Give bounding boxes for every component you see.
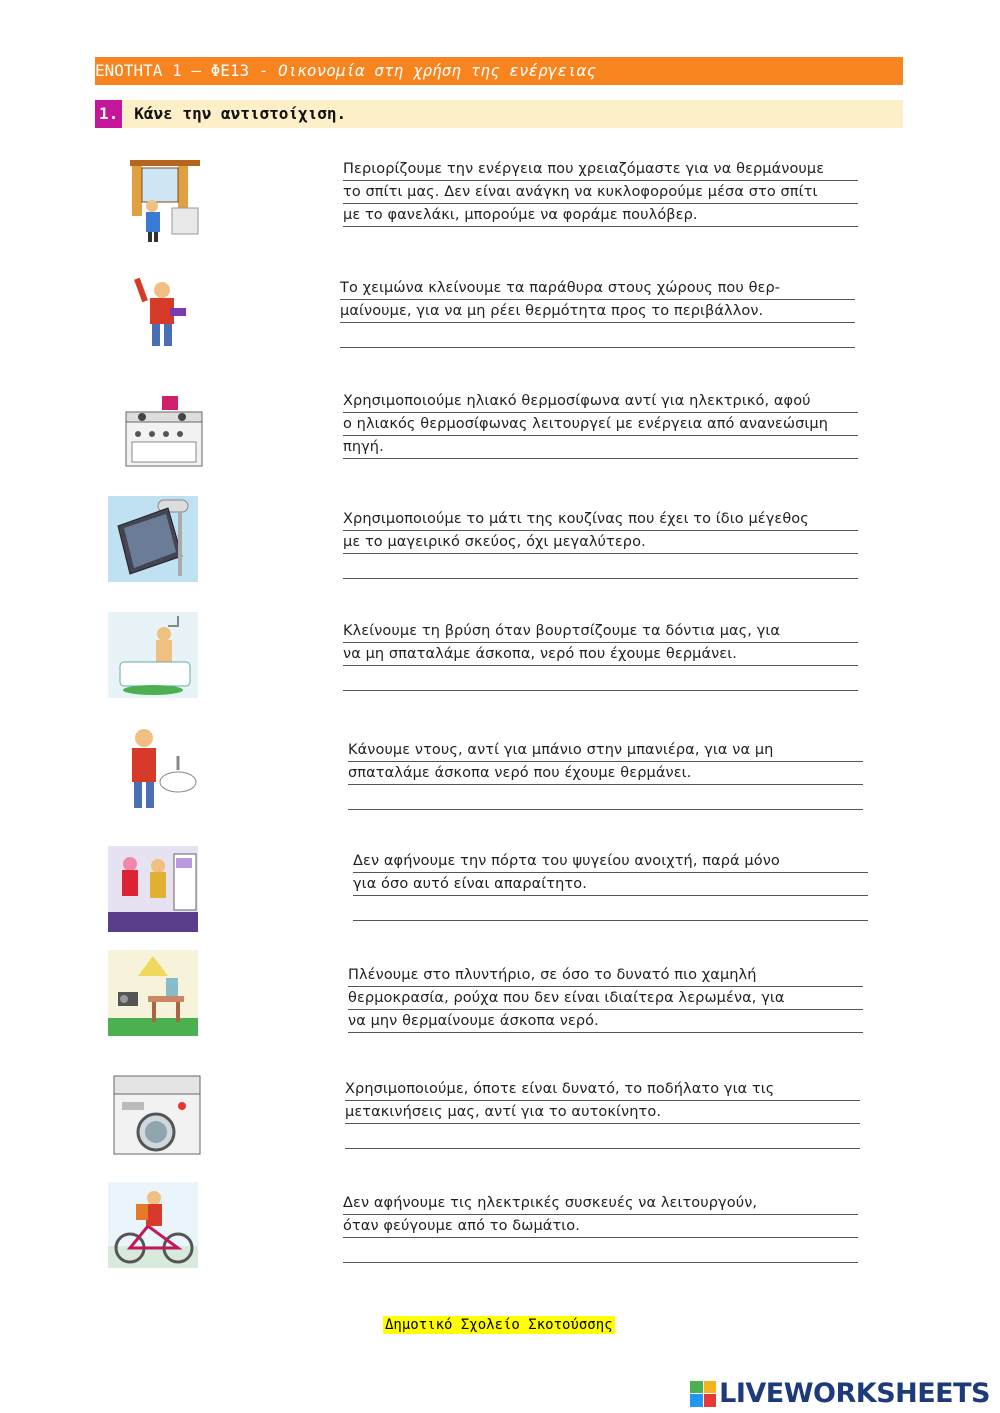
unit-header	[95, 57, 903, 85]
statement-6	[348, 739, 863, 810]
shower-icon	[108, 612, 198, 698]
statement-line: ο ηλιακός θερμοσίφωνας λειτουργεί με ενέργεια από ανανεώσιμη	[343, 413, 858, 436]
statement-10	[343, 1192, 858, 1263]
statement-9	[345, 1078, 860, 1149]
statement-line: όταν φεύγουμε από το δωμάτιο.	[343, 1215, 858, 1238]
answer-line	[343, 666, 858, 691]
answer-line	[353, 896, 868, 921]
statement-line: με το μαγειρικό σκεύος, όχι μεγαλύτερο.	[343, 531, 858, 554]
statement-line: πηγή.	[343, 436, 858, 459]
statement-line: Κάνουμε ντους, αντί για μπάνιο στην μπανιέρα, για να μη	[348, 739, 863, 762]
statement-line: μαίνουμε, για να μη ρέει θερμότητα προς το περιβάλλον.	[340, 300, 855, 323]
unit-title: Οικονομία στη χρήση της ενέργειας	[278, 61, 596, 80]
statement-line: Χρησιμοποιούμε, όποτε είναι δυνατό, το ποδήλατο για τις	[345, 1078, 860, 1101]
window-heating-icon	[120, 158, 210, 244]
task-number: 1.	[95, 100, 122, 128]
statement-line: Δεν αφήνουμε τις ηλεκτρικές συσκευές να λειτουργούν,	[343, 1192, 858, 1215]
boy-with-tool-icon	[120, 268, 210, 354]
statement-3	[343, 390, 858, 459]
statement-4	[343, 508, 858, 579]
stove-icon	[120, 382, 210, 468]
answer-line	[343, 1238, 858, 1263]
statement-8	[348, 964, 863, 1033]
statement-line: το σπίτι μας. Δεν είναι ανάγκη να κυκλοφορούμε μέσα στο σπίτι	[343, 181, 858, 204]
liveworksheets-icon	[690, 1381, 716, 1407]
statement-line: Χρησιμοποιούμε το μάτι της κουζίνας που έχει το ίδιο μέγεθος	[343, 508, 858, 531]
statement-5	[343, 620, 858, 691]
statement-line: Περιορίζουμε την ενέργεια που χρειαζόμαστε για να θερμάνουμε	[343, 158, 858, 181]
statement-7	[353, 850, 868, 921]
fridge-icon	[108, 846, 198, 932]
answer-line	[340, 323, 855, 348]
statement-line: Χρησιμοποιούμε ηλιακό θερμοσίφωνα αντί για ηλεκτρικό, αφού	[343, 390, 858, 413]
statement-line: Πλένουμε στο πλυντήριο, σε όσο το δυνατό πιο χαμηλή	[348, 964, 863, 987]
answer-line	[348, 785, 863, 810]
statement-line: Κλείνουμε τη βρύση όταν βουρτσίζουμε τα δόντια μας, για	[343, 620, 858, 643]
room-appliances-icon	[108, 950, 198, 1036]
statement-line: Το χειμώνα κλείνουμε τα παράθυρα στους χώρους που θερ-	[340, 277, 855, 300]
answer-line	[343, 554, 858, 579]
statement-line: για όσο αυτό είναι απαραίτητο.	[353, 873, 868, 896]
statement-line: Δεν αφήνουμε την πόρτα του ψυγείου ανοιχτή, παρά μόνο	[353, 850, 868, 873]
school-name: Δημοτικό Σχολείο Σκοτούσσης	[385, 1317, 613, 1333]
statement-2	[340, 277, 855, 348]
task-header	[95, 100, 903, 128]
sink-tap-icon	[108, 726, 198, 812]
statement-line: σπαταλάμε άσκοπα νερό που έχουμε θερμάνει.	[348, 762, 863, 785]
statement-line: να μην θερμαίνουμε άσκοπα νερό.	[348, 1010, 863, 1033]
task-instruction: Κάνε την αντιστοίχιση.	[134, 104, 347, 123]
answer-line	[345, 1124, 860, 1149]
washing-machine-icon	[112, 1072, 202, 1158]
statement-line: μετακινήσεις μας, αντί για το αυτοκίνητο.	[345, 1101, 860, 1124]
bicycle-icon	[108, 1182, 198, 1268]
solar-heater-icon	[108, 496, 198, 582]
statement-line: να μη σπαταλάμε άσκοπα, νερό που έχουμε θερμάνει.	[343, 643, 858, 666]
statement-line: με το φανελάκι, μπορούμε να φοράμε πουλόβερ.	[343, 204, 858, 227]
statement-line: θερμοκρασία, ρούχα που δεν είναι ιδιαίτερα λερωμένα, για	[348, 987, 863, 1010]
brand-name: LIVEWORKSHEETS	[719, 1378, 990, 1409]
liveworksheets-logo[interactable]	[690, 1378, 990, 1409]
statement-1	[343, 158, 858, 227]
unit-label: ΕΝΟΤΗΤΑ 1 – ΦΕ13 -	[95, 61, 279, 80]
